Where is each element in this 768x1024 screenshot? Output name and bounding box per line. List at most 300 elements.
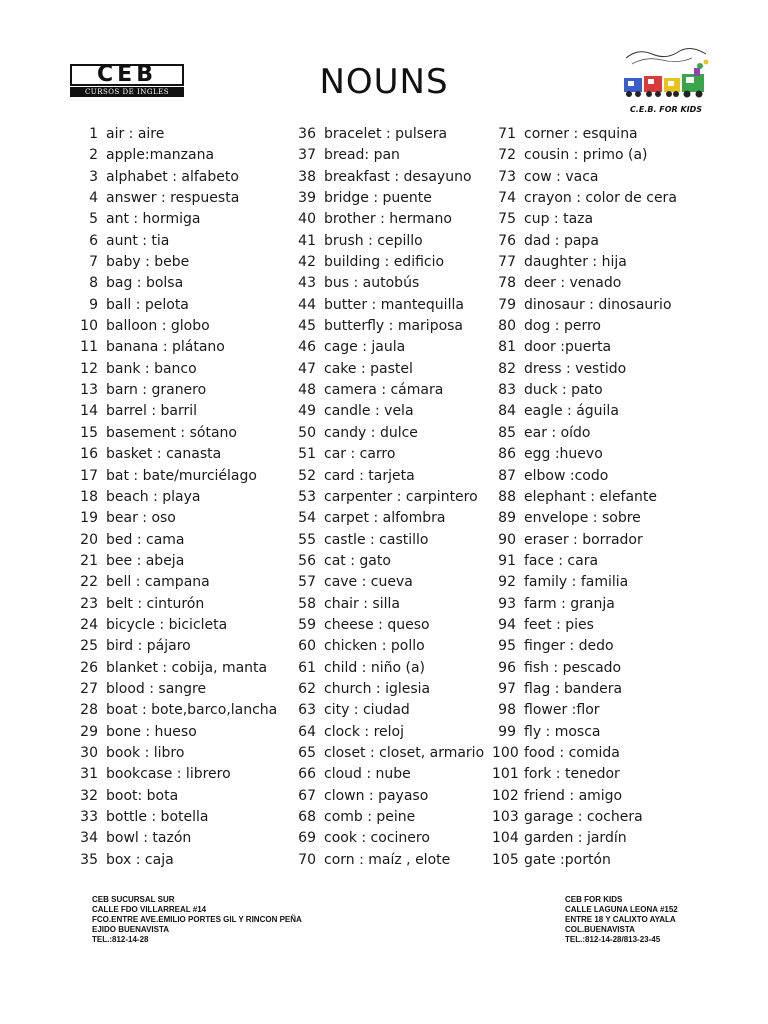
- item-translation: castle : castillo: [324, 531, 429, 548]
- item-translation: face : cara: [524, 552, 599, 569]
- item-number: 9: [89, 296, 98, 313]
- vocabulary-item: [492, 252, 677, 273]
- vocabulary-item: [74, 722, 277, 743]
- item-number: 104: [492, 830, 519, 847]
- vocabulary-item: [74, 380, 277, 401]
- item-translation: ear : oído: [524, 424, 591, 441]
- item-translation: carpet : alfombra: [324, 510, 446, 527]
- item-translation: carpenter : carpintero: [324, 488, 478, 505]
- item-number: 82: [498, 360, 516, 377]
- vocabulary-item: [292, 551, 484, 572]
- item-translation: cloud : nube: [324, 766, 411, 783]
- vocabulary-item: [74, 807, 277, 828]
- item-number: 44: [298, 296, 316, 313]
- item-number: 88: [498, 488, 516, 505]
- item-translation: bat : bate/murciélago: [106, 467, 257, 484]
- item-number: 51: [298, 446, 316, 463]
- item-translation: door :puerta: [524, 339, 612, 356]
- vocabulary-item: [492, 786, 677, 807]
- item-number: 6: [89, 232, 98, 249]
- vocabulary-item: [292, 764, 484, 785]
- item-number: 43: [298, 275, 316, 292]
- item-number: 50: [298, 424, 316, 441]
- item-number: 77: [498, 254, 516, 271]
- item-translation: bread: pan: [324, 147, 400, 164]
- item-number: 7: [89, 254, 98, 271]
- item-translation: barn : granero: [106, 382, 207, 399]
- vocabulary-item: [492, 359, 677, 380]
- footer-line: ENTRE 18 Y CALIXTO AYALA: [565, 915, 676, 924]
- vocabulary-item: [492, 743, 677, 764]
- item-translation: ant : hormiga: [106, 211, 201, 228]
- vocabulary-item: [292, 636, 484, 657]
- item-translation: boat : bote,barco,lancha: [106, 702, 278, 719]
- vocabulary-item: [74, 551, 277, 572]
- vocabulary-item: [292, 124, 484, 145]
- footer-address-right: [565, 895, 678, 945]
- item-translation: family : familia: [524, 574, 629, 591]
- item-translation: box : caja: [106, 851, 174, 868]
- item-number: 87: [498, 467, 516, 484]
- vocabulary-item: [292, 188, 484, 209]
- vocabulary-item: [292, 700, 484, 721]
- item-number: 101: [492, 766, 519, 783]
- item-translation: alphabet : alfabeto: [106, 168, 239, 185]
- item-translation: basement : sótano: [106, 424, 237, 441]
- footer-address-left: [92, 895, 302, 945]
- vocabulary-item: [292, 594, 484, 615]
- item-translation: dog : perro: [524, 318, 601, 335]
- train-illustration-icon: [618, 44, 714, 104]
- item-number: 102: [492, 787, 519, 804]
- item-number: 38: [298, 168, 316, 185]
- item-number: 21: [80, 552, 98, 569]
- vocabulary-item: [292, 401, 484, 422]
- vocabulary-item: [292, 252, 484, 273]
- vocabulary-item: [492, 444, 677, 465]
- vocabulary-item: [74, 401, 277, 422]
- item-number: 86: [498, 446, 516, 463]
- vocabulary-item: [74, 594, 277, 615]
- vocabulary-item: [492, 124, 677, 145]
- vocabulary-item: [492, 316, 677, 337]
- item-number: 68: [298, 809, 316, 825]
- footer-line: TEL.:812-14-28: [92, 935, 149, 944]
- item-translation: cage : jaula: [324, 339, 406, 356]
- item-translation: cave : cueva: [324, 574, 413, 591]
- vocabulary-item: [292, 508, 484, 529]
- item-number: 40: [298, 211, 316, 228]
- footer-line: COL.BUENAVISTA: [565, 925, 635, 934]
- item-translation: bone : hueso: [106, 723, 197, 740]
- item-number: 29: [80, 723, 98, 740]
- vocabulary-item: [492, 401, 677, 422]
- item-translation: crayon : color de cera: [524, 190, 677, 207]
- item-number: 27: [80, 680, 98, 697]
- vocabulary-item: [492, 167, 677, 188]
- item-translation: corner : esquina: [524, 126, 638, 142]
- item-number: 11: [80, 339, 98, 356]
- item-number: 30: [80, 744, 98, 761]
- item-number: 59: [298, 616, 316, 633]
- footer-line: CEB SUCURSAL SUR: [92, 895, 175, 904]
- vocabulary-item: [74, 786, 277, 807]
- vocabulary-item: [292, 359, 484, 380]
- item-number: 58: [298, 595, 316, 612]
- vocabulary-item: [292, 850, 484, 871]
- item-number: 15: [80, 424, 98, 441]
- item-number: 26: [80, 659, 98, 676]
- vocabulary-item: [492, 466, 677, 487]
- vocabulary-item: [292, 679, 484, 700]
- item-translation: banana : plátano: [106, 339, 225, 356]
- vocabulary-item: [292, 786, 484, 807]
- vocabulary-item: [74, 850, 277, 871]
- vocabulary-item: [74, 658, 277, 679]
- vocabulary-item: [74, 444, 277, 465]
- item-translation: bicycle : bicicleta: [106, 616, 228, 633]
- vocabulary-item: [74, 273, 277, 294]
- item-number: 94: [498, 616, 516, 633]
- item-translation: bell : campana: [106, 574, 210, 591]
- item-translation: food : comida: [524, 744, 620, 761]
- item-number: 57: [298, 574, 316, 591]
- item-translation: fork : tenedor: [524, 766, 620, 783]
- vocabulary-item: [492, 145, 677, 166]
- vocabulary-item: [492, 380, 677, 401]
- item-number: 70: [298, 851, 316, 868]
- item-number: 19: [80, 510, 98, 527]
- item-number: 54: [298, 510, 316, 527]
- item-translation: bed : cama: [106, 531, 185, 548]
- vocabulary-item: [292, 530, 484, 551]
- vocabulary-item: [292, 380, 484, 401]
- item-translation: bag : bolsa: [106, 275, 184, 292]
- footer-line: CALLE LAGUNA LEONA #152: [565, 905, 678, 914]
- item-number: 1: [89, 126, 98, 142]
- item-number: 76: [498, 232, 516, 249]
- item-number: 23: [80, 595, 98, 612]
- vocabulary-item: [492, 188, 677, 209]
- vocabulary-item: [74, 124, 277, 145]
- item-translation: bus : autobús: [324, 275, 420, 292]
- ceb-for-kids-caption: C.E.B. FOR KIDS: [629, 105, 703, 114]
- item-translation: clown : payaso: [324, 787, 429, 804]
- vocabulary-item: [292, 423, 484, 444]
- item-number: 36: [298, 126, 316, 142]
- vocabulary-item: [492, 594, 677, 615]
- item-number: 16: [80, 446, 98, 463]
- item-translation: clock : reloj: [324, 723, 404, 740]
- item-number: 105: [492, 851, 519, 868]
- item-translation: friend : amigo: [524, 787, 623, 804]
- item-number: 31: [80, 766, 98, 783]
- ceb-logo-subtitle: CURSOS DE INGLES: [70, 87, 184, 97]
- item-translation: balloon : globo: [106, 318, 210, 335]
- item-translation: comb : peine: [324, 809, 416, 825]
- vocabulary-item: [492, 508, 677, 529]
- item-translation: beach : playa: [106, 488, 201, 505]
- vocabulary-item: [74, 636, 277, 657]
- item-translation: book : libro: [106, 744, 185, 761]
- vocabulary-item: [74, 188, 277, 209]
- vocabulary-item: [492, 209, 677, 230]
- vocabulary-item: [292, 209, 484, 230]
- item-translation: duck : pato: [524, 382, 603, 399]
- vocabulary-item: [74, 359, 277, 380]
- item-number: 96: [498, 659, 516, 676]
- vocabulary-item: [74, 423, 277, 444]
- item-translation: eagle : águila: [524, 403, 619, 420]
- vocabulary-item: [292, 273, 484, 294]
- item-translation: bottle : botella: [106, 809, 209, 825]
- item-translation: bee : abeja: [106, 552, 185, 569]
- item-translation: deer : venado: [524, 275, 622, 292]
- vocabulary-item: [492, 828, 677, 849]
- item-translation: cup : taza: [524, 211, 594, 228]
- item-translation: card : tarjeta: [324, 467, 415, 484]
- item-number: 22: [80, 574, 98, 591]
- item-number: 91: [498, 552, 516, 569]
- vocabulary-item: [292, 807, 484, 828]
- item-number: 45: [298, 318, 316, 335]
- vocabulary-item: [292, 167, 484, 188]
- item-translation: farm : granja: [524, 595, 615, 612]
- item-number: 48: [298, 382, 316, 399]
- vocabulary-item: [292, 316, 484, 337]
- vocabulary-item: [492, 807, 677, 828]
- vocabulary-item: [74, 167, 277, 188]
- vocabulary-item: [74, 743, 277, 764]
- vocabulary-item: [292, 231, 484, 252]
- item-translation: flag : bandera: [524, 680, 623, 697]
- item-translation: cow : vaca: [524, 168, 599, 185]
- item-translation: blanket : cobija, manta: [106, 659, 268, 676]
- item-number: 97: [498, 680, 516, 697]
- item-translation: garden : jardín: [524, 830, 627, 847]
- item-number: 103: [492, 809, 519, 825]
- footer-line: CEB FOR KIDS: [565, 895, 623, 904]
- vocabulary-item: [74, 337, 277, 358]
- item-number: 10: [80, 318, 98, 335]
- vocabulary-item: [292, 295, 484, 316]
- item-translation: cake : pastel: [324, 360, 413, 377]
- vocabulary-item: [74, 316, 277, 337]
- item-translation: chair : silla: [324, 595, 400, 612]
- item-number: 56: [298, 552, 316, 569]
- item-translation: butter : mantequilla: [324, 296, 464, 313]
- footer-line: EJIDO BUENAVISTA: [92, 925, 170, 934]
- vocabulary-item: [74, 828, 277, 849]
- item-translation: feet : pies: [524, 616, 594, 633]
- vocabulary-item: [74, 466, 277, 487]
- vocabulary-item: [492, 337, 677, 358]
- item-number: 98: [498, 702, 516, 719]
- item-translation: flower :flor: [524, 702, 600, 719]
- item-translation: brother : hermano: [324, 211, 452, 228]
- item-number: 2: [89, 147, 98, 164]
- item-number: 52: [298, 467, 316, 484]
- item-translation: air : aire: [106, 126, 165, 142]
- item-number: 32: [80, 787, 98, 804]
- vocabulary-item: [492, 636, 677, 657]
- footer-line: TEL.:812-14-28/813-23-45: [565, 935, 661, 944]
- item-number: 42: [298, 254, 316, 271]
- item-translation: garage : cochera: [524, 809, 643, 825]
- vocabulary-item: [74, 508, 277, 529]
- item-translation: breakfast : desayuno: [324, 168, 472, 185]
- item-translation: butterfly : mariposa: [324, 318, 464, 335]
- vocabulary-item: [292, 337, 484, 358]
- item-number: 46: [298, 339, 316, 356]
- item-translation: belt : cinturón: [106, 595, 205, 612]
- item-translation: city : ciudad: [324, 702, 410, 719]
- vocabulary-item: [74, 231, 277, 252]
- vocabulary-item: [292, 572, 484, 593]
- item-translation: building : edificio: [324, 254, 445, 271]
- item-translation: church : iglesia: [324, 680, 431, 697]
- item-number: 100: [492, 744, 519, 761]
- vocabulary-item: [292, 743, 484, 764]
- item-number: 12: [80, 360, 98, 377]
- vocabulary-item: [492, 658, 677, 679]
- item-number: 33: [80, 809, 98, 825]
- vocabulary-item: [292, 615, 484, 636]
- vocabulary-item: [492, 273, 677, 294]
- vocabulary-item: [492, 487, 677, 508]
- vocabulary-item: [492, 572, 677, 593]
- item-translation: envelope : sobre: [524, 510, 641, 527]
- footer-line: CALLE FDO VILLARREAL #14: [92, 905, 207, 914]
- item-translation: brush : cepillo: [324, 232, 423, 249]
- item-number: 5: [89, 211, 98, 228]
- item-translation: apple:manzana: [106, 147, 215, 164]
- item-number: 24: [80, 616, 98, 633]
- item-translation: child : niño (a): [324, 659, 426, 676]
- item-number: 84: [498, 403, 516, 420]
- item-translation: cat : gato: [324, 552, 391, 569]
- item-number: 80: [498, 318, 516, 335]
- item-translation: elephant : elefante: [524, 488, 658, 505]
- vocabulary-item: [74, 295, 277, 316]
- item-translation: baby : bebe: [106, 254, 190, 271]
- item-number: 66: [298, 766, 316, 783]
- item-translation: answer : respuesta: [106, 190, 240, 207]
- item-translation: daughter : hija: [524, 254, 627, 271]
- item-translation: bracelet : pulsera: [324, 126, 448, 142]
- vocabulary-item: [74, 487, 277, 508]
- item-number: 69: [298, 830, 316, 847]
- item-translation: dad : papa: [524, 232, 599, 249]
- item-translation: bowl : tazón: [106, 830, 192, 847]
- item-translation: ball : pelota: [106, 296, 189, 313]
- item-translation: gate :portón: [524, 851, 611, 868]
- vocabulary-item: [74, 530, 277, 551]
- item-number: 17: [80, 467, 98, 484]
- vocabulary-item: [292, 487, 484, 508]
- item-translation: candle : vela: [324, 403, 414, 420]
- item-number: 73: [498, 168, 516, 185]
- vocabulary-item: [74, 679, 277, 700]
- item-number: 75: [498, 211, 516, 228]
- vocabulary-item: [492, 530, 677, 551]
- item-number: 60: [298, 638, 316, 655]
- vocabulary-item: [492, 679, 677, 700]
- item-translation: car : carro: [324, 446, 396, 463]
- vocabulary-item: [74, 252, 277, 273]
- item-number: 72: [498, 147, 516, 164]
- item-number: 64: [298, 723, 316, 740]
- item-number: 34: [80, 830, 98, 847]
- vocabulary-column-2: [292, 124, 484, 871]
- item-number: 18: [80, 488, 98, 505]
- vocabulary-item: [74, 209, 277, 230]
- item-number: 49: [298, 403, 316, 420]
- item-number: 65: [298, 744, 316, 761]
- item-translation: bookcase : librero: [106, 766, 231, 783]
- vocabulary-item: [492, 850, 677, 871]
- item-translation: bank : banco: [106, 360, 197, 377]
- item-translation: cousin : primo (a): [524, 147, 648, 164]
- item-number: 53: [298, 488, 316, 505]
- vocabulary-item: [492, 551, 677, 572]
- ceb-for-kids-logo: [618, 44, 714, 114]
- item-number: 39: [298, 190, 316, 207]
- item-translation: fly : mosca: [524, 723, 601, 740]
- item-number: 13: [80, 382, 98, 399]
- item-number: 61: [298, 659, 316, 676]
- item-number: 37: [298, 147, 316, 164]
- item-translation: bridge : puente: [324, 190, 432, 207]
- item-translation: aunt : tia: [106, 232, 170, 249]
- item-translation: cheese : queso: [324, 616, 430, 633]
- item-number: 79: [498, 296, 516, 313]
- item-number: 71: [498, 126, 516, 142]
- item-translation: barrel : barril: [106, 403, 198, 420]
- item-number: 47: [298, 360, 316, 377]
- item-number: 55: [298, 531, 316, 548]
- page-title: NOUNS: [319, 62, 449, 102]
- item-number: 99: [498, 723, 516, 740]
- item-number: 35: [80, 851, 98, 868]
- item-number: 28: [80, 702, 98, 719]
- vocabulary-item: [292, 828, 484, 849]
- vocabulary-column-3: [492, 124, 677, 871]
- item-number: 14: [80, 403, 98, 420]
- item-number: 81: [498, 339, 516, 356]
- item-number: 74: [498, 190, 516, 207]
- item-translation: finger : dedo: [524, 638, 614, 655]
- item-translation: candy : dulce: [324, 424, 418, 441]
- vocabulary-item: [292, 466, 484, 487]
- ceb-logo-letters: CEB: [70, 64, 184, 86]
- item-number: 20: [80, 531, 98, 548]
- item-number: 93: [498, 595, 516, 612]
- vocabulary-item: [74, 700, 277, 721]
- vocabulary-item: [74, 145, 277, 166]
- item-translation: fish : pescado: [524, 659, 622, 676]
- item-translation: bird : pájaro: [106, 638, 191, 655]
- item-number: 95: [498, 638, 516, 655]
- item-number: 25: [80, 638, 98, 655]
- vocabulary-item: [492, 423, 677, 444]
- item-number: 3: [89, 168, 98, 185]
- item-number: 78: [498, 275, 516, 292]
- item-number: 8: [89, 275, 98, 292]
- item-number: 41: [298, 232, 316, 249]
- item-number: 89: [498, 510, 516, 527]
- item-number: 63: [298, 702, 316, 719]
